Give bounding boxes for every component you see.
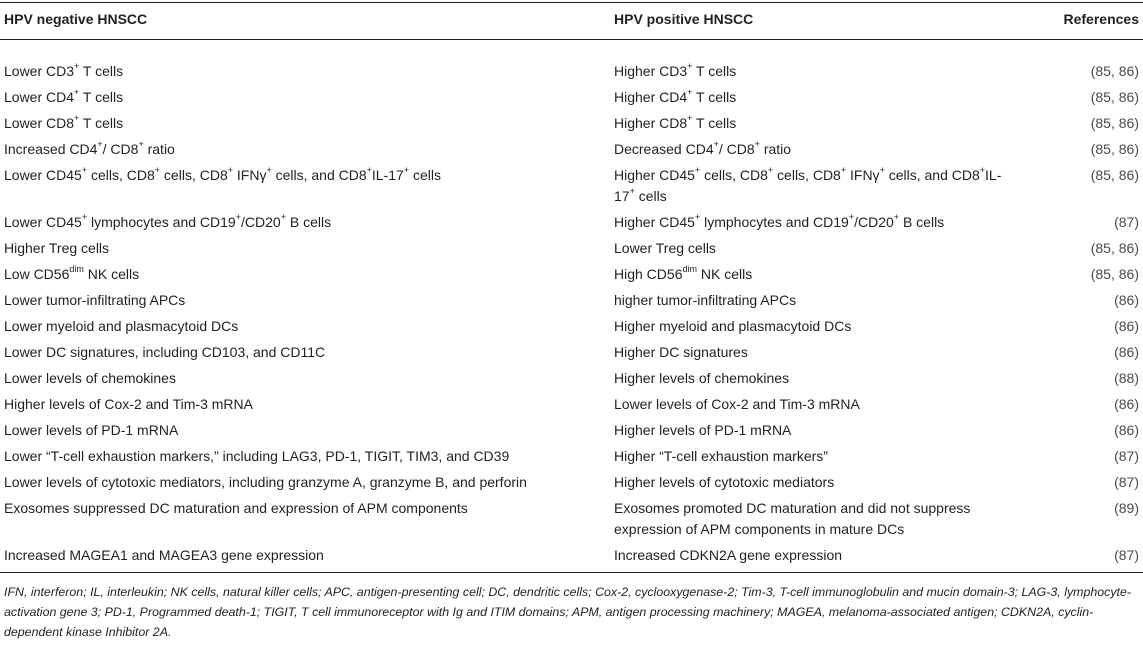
- reference-punct: ,: [1110, 89, 1119, 105]
- header-hpv-negative: HPV negative HNSCC: [4, 11, 148, 27]
- superscript: +: [227, 165, 233, 176]
- cell-text: Lower CD3: [4, 63, 75, 79]
- cell-text: T cells: [79, 63, 124, 79]
- superscript: +: [154, 165, 161, 176]
- reference-punct: (: [1114, 318, 1119, 334]
- reference-link[interactable]: 85: [1095, 167, 1111, 183]
- reference-link[interactable]: 86: [1118, 292, 1135, 308]
- cell-text: Lower CD45: [4, 214, 82, 230]
- reference-link[interactable]: 86: [1118, 63, 1135, 79]
- cell-hpv-negative: [0, 111, 610, 137]
- cell-text: Higher CD8: [614, 115, 688, 131]
- cell-text: IFNγ: [233, 167, 267, 183]
- reference-punct: (: [1090, 240, 1096, 256]
- superscript: +: [74, 87, 80, 98]
- superscript: dim: [682, 264, 697, 275]
- cell-text: higher tumor-infiltrating APCs: [614, 292, 797, 308]
- superscript: +: [81, 212, 88, 223]
- table-row: [0, 288, 1143, 314]
- cell-hpv-negative: [0, 163, 610, 210]
- cell-references: [1046, 392, 1143, 418]
- reference-link[interactable]: 86: [1118, 115, 1135, 131]
- reference-punct: (: [1114, 292, 1119, 308]
- reference-punct: (: [1114, 344, 1119, 360]
- reference-punct: ,: [1110, 141, 1119, 157]
- reference-punct: ,: [1110, 240, 1119, 256]
- cell-text: IL-17: [614, 167, 1002, 204]
- reference-punct: ): [1134, 370, 1139, 386]
- cell-text: Higher levels of Cox-2 and Tim-3 mRNA: [4, 396, 253, 412]
- header-row: [0, 3, 1143, 47]
- cell-text: / CD8: [718, 141, 755, 157]
- cell-text: cells: [409, 167, 442, 183]
- cell-references: [1046, 236, 1143, 262]
- cell-hpv-positive: [610, 47, 1046, 85]
- header-hpv-positive: HPV positive HNSCC: [614, 11, 754, 27]
- table-row: [0, 470, 1143, 496]
- superscript: +: [754, 139, 760, 150]
- reference-link[interactable]: 86: [1118, 266, 1135, 282]
- reference-punct: (: [1090, 63, 1096, 79]
- reference-punct: ,: [1110, 266, 1119, 282]
- reference-punct: ): [1134, 318, 1139, 334]
- cell-references: [1046, 366, 1143, 392]
- cell-text: Lower CD45: [4, 167, 82, 183]
- superscript: dim: [69, 264, 84, 275]
- cell-hpv-positive: [610, 262, 1046, 288]
- cell-text: NK cells: [697, 266, 753, 282]
- reference-link[interactable]: 89: [1118, 500, 1135, 516]
- reference-punct: ): [1134, 63, 1139, 79]
- cell-text: cells: [634, 188, 667, 204]
- cell-hpv-negative: [0, 444, 610, 470]
- superscript: +: [81, 165, 88, 176]
- cell-text: B cells: [285, 214, 332, 230]
- table-row: [0, 314, 1143, 340]
- cell-hpv-negative: [0, 543, 610, 569]
- cell-text: T cells: [692, 115, 737, 131]
- cell-text: B cells: [899, 214, 945, 230]
- table-row: [0, 496, 1143, 543]
- header-references: References: [1063, 11, 1139, 27]
- cell-references: [1046, 111, 1143, 137]
- cell-references: [1046, 47, 1143, 85]
- cell-text: lymphocytes and CD19: [87, 214, 236, 230]
- reference-punct: ): [1134, 474, 1139, 490]
- cell-text: / CD8: [102, 141, 139, 157]
- cell-references: [1046, 262, 1143, 288]
- table-row: [0, 392, 1143, 418]
- cell-text: cells, CD8: [160, 167, 228, 183]
- comparison-table: [0, 3, 1143, 569]
- reference-link[interactable]: 87: [1118, 547, 1135, 563]
- reference-link[interactable]: 88: [1118, 370, 1135, 386]
- superscript: +: [713, 139, 719, 150]
- cell-text: cells, CD8: [87, 167, 155, 183]
- table-row: [0, 418, 1143, 444]
- cell-hpv-negative: [0, 137, 610, 163]
- cell-text: Lower tumor-infiltrating APCs: [4, 292, 186, 308]
- reference-punct: (: [1114, 547, 1119, 563]
- cell-text: IFNγ: [846, 167, 880, 183]
- reference-punct: (: [1114, 396, 1119, 412]
- cell-hpv-negative: [0, 496, 610, 543]
- superscript: +: [74, 113, 80, 124]
- reference-punct: (: [1090, 266, 1096, 282]
- reference-link[interactable]: 86: [1118, 167, 1135, 183]
- reference-link[interactable]: 87: [1118, 448, 1135, 464]
- cell-text: Lower levels of chemokines: [4, 370, 176, 386]
- cell-text: IL-17: [371, 167, 404, 183]
- cell-text: Lower levels of PD-1 mRNA: [4, 422, 179, 438]
- cell-hpv-negative: [0, 262, 610, 288]
- table-row: [0, 137, 1143, 163]
- cell-hpv-positive: [610, 340, 1046, 366]
- table-body: [0, 47, 1143, 569]
- superscript: +: [767, 165, 774, 176]
- cell-text: Higher Treg cells: [4, 240, 110, 256]
- cell-text: Higher CD45: [614, 167, 695, 183]
- superscript: +: [694, 165, 701, 176]
- table-row: [0, 47, 1143, 85]
- cell-references: [1046, 85, 1143, 111]
- cell-hpv-positive: [610, 418, 1046, 444]
- cell-references: [1046, 137, 1143, 163]
- reference-link[interactable]: 86: [1118, 240, 1135, 256]
- cell-text: ratio: [143, 141, 175, 157]
- bottom-rule: [0, 572, 1143, 573]
- superscript: +: [979, 165, 986, 176]
- reference-punct: (: [1114, 422, 1119, 438]
- cell-text: Lower DC signatures, including CD103, and CD11C: [4, 344, 326, 360]
- cell-text: cells, and CD8: [271, 167, 367, 183]
- reference-link[interactable]: 86: [1118, 89, 1135, 105]
- cell-hpv-positive: [610, 496, 1046, 543]
- superscript: +: [280, 212, 286, 223]
- reference-link[interactable]: 85: [1095, 89, 1111, 105]
- superscript: +: [893, 212, 900, 223]
- reference-link[interactable]: 85: [1095, 63, 1111, 79]
- superscript: +: [687, 113, 693, 124]
- cell-text: Low CD56: [4, 266, 70, 282]
- reference-link[interactable]: 86: [1118, 141, 1135, 157]
- cell-text: Lower myeloid and plasmacytoid DCs: [4, 318, 239, 334]
- reference-punct: ): [1134, 89, 1139, 105]
- reference-punct: (: [1090, 115, 1096, 131]
- reference-punct: (: [1090, 89, 1096, 105]
- superscript: +: [403, 165, 410, 176]
- table-row: [0, 163, 1143, 210]
- cell-text: T cells: [79, 115, 124, 131]
- cell-text: Lower CD8: [4, 115, 75, 131]
- table-row: [0, 444, 1143, 470]
- cell-hpv-positive: [610, 137, 1046, 163]
- cell-references: [1046, 418, 1143, 444]
- cell-text: Higher DC signatures: [614, 344, 748, 360]
- cell-hpv-positive: [610, 314, 1046, 340]
- reference-punct: ): [1134, 266, 1139, 282]
- reference-punct: ): [1134, 422, 1139, 438]
- cell-references: [1046, 288, 1143, 314]
- cell-text: T cells: [692, 63, 737, 79]
- cell-text: Lower levels of Cox-2 and Tim-3 mRNA: [614, 396, 860, 412]
- table-row: [0, 366, 1143, 392]
- table-row: [0, 85, 1143, 111]
- cell-text: High CD56: [614, 266, 683, 282]
- reference-punct: (: [1114, 474, 1119, 490]
- cell-text: cells, CD8: [773, 167, 841, 183]
- cell-text: T cells: [79, 89, 124, 105]
- cell-references: [1046, 340, 1143, 366]
- reference-link[interactable]: 85: [1095, 141, 1111, 157]
- superscript: +: [848, 212, 855, 223]
- cell-references: [1046, 210, 1143, 236]
- table-row: [0, 262, 1143, 288]
- reference-punct: ): [1134, 167, 1139, 183]
- superscript: +: [879, 165, 885, 176]
- cell-text: /CD20: [241, 214, 281, 230]
- cell-hpv-positive: [610, 366, 1046, 392]
- cell-text: Increased MAGEA1 and MAGEA3 gene expression: [4, 547, 324, 563]
- reference-punct: ): [1134, 344, 1139, 360]
- reference-punct: ): [1134, 141, 1139, 157]
- cell-hpv-negative: [0, 236, 610, 262]
- cell-hpv-negative: [0, 340, 610, 366]
- reference-punct: ): [1134, 240, 1139, 256]
- cell-hpv-negative: [0, 418, 610, 444]
- reference-punct: (: [1090, 141, 1096, 157]
- cell-hpv-negative: [0, 288, 610, 314]
- cell-text: T cells: [692, 89, 737, 105]
- superscript: +: [694, 212, 701, 223]
- cell-text: Higher CD3: [614, 63, 688, 79]
- cell-hpv-positive: [610, 392, 1046, 418]
- superscript: +: [629, 186, 635, 197]
- reference-link[interactable]: 85: [1095, 240, 1111, 256]
- reference-link[interactable]: 86: [1118, 318, 1135, 334]
- reference-punct: ,: [1110, 63, 1119, 79]
- reference-punct: ): [1134, 214, 1139, 230]
- cell-text: Lower “T-cell exhaustion markers,” including LAG3, PD-1, TIGIT, TIM3, and CD39: [4, 448, 510, 464]
- reference-punct: ): [1134, 547, 1139, 563]
- cell-references: [1046, 543, 1143, 569]
- reference-link[interactable]: 85: [1095, 266, 1111, 282]
- reference-link[interactable]: 86: [1118, 422, 1135, 438]
- table-row: [0, 111, 1143, 137]
- reference-link[interactable]: 87: [1118, 214, 1135, 230]
- cell-text: Higher “T-cell exhaustion markers”: [614, 448, 828, 464]
- cell-text: cells, and CD8: [884, 167, 980, 183]
- cell-text: Higher levels of chemokines: [614, 370, 790, 386]
- cell-hpv-positive: [610, 470, 1046, 496]
- cell-hpv-positive: [610, 444, 1046, 470]
- superscript: +: [138, 139, 144, 150]
- reference-link[interactable]: 86: [1118, 344, 1135, 360]
- superscript: +: [840, 165, 847, 176]
- cell-text: Higher CD45: [614, 214, 695, 230]
- reference-punct: (: [1114, 500, 1119, 516]
- superscript: +: [235, 212, 241, 223]
- cell-hpv-negative: [0, 470, 610, 496]
- reference-punct: ): [1134, 500, 1139, 516]
- cell-text: ratio: [759, 141, 792, 157]
- table-footnote: IFN, interferon; IL, interleukin; NK cells, natural killer cells; APC, antigen-presenting cell; DC, dendritic cells; Cox-2, cyclooxygenase-2; Tim-3, T-cell immunoglobulin and mucin domain-3; LAG-3, lymphocyte-activation gene 3; PD-1, Programmed death-1; TIGIT, T cell immunoreceptor with Ig and ITIM domains; APM, antigen processing machinery; MAGEA, melanoma-associated antigen; CDKN2A, cyclin-dependent kinase Inhibitor 2A.: [4, 585, 1131, 639]
- cell-hpv-positive: [610, 236, 1046, 262]
- cell-text: Lower Treg cells: [614, 240, 716, 256]
- cell-references: [1046, 470, 1143, 496]
- cell-text: lymphocytes and CD19: [700, 214, 849, 230]
- superscript: +: [366, 165, 372, 176]
- cell-hpv-positive: [610, 85, 1046, 111]
- cell-text: Lower CD4: [4, 89, 75, 105]
- cell-text: Exosomes promoted DC maturation and did not suppress expression of APM components in mature DCs: [614, 500, 971, 537]
- cell-text: Increased CD4: [4, 141, 98, 157]
- reference-link[interactable]: 87: [1118, 474, 1135, 490]
- reference-punct: (: [1114, 448, 1119, 464]
- cell-hpv-positive: [610, 163, 1046, 210]
- cell-hpv-negative: [0, 210, 610, 236]
- superscript: +: [74, 61, 80, 72]
- cell-hpv-positive: [610, 288, 1046, 314]
- reference-punct: ): [1134, 448, 1139, 464]
- cell-text: /CD20: [854, 214, 894, 230]
- cell-text: Lower levels of cytotoxic mediators, including granzyme A, granzyme B, and perforin: [4, 474, 527, 490]
- cell-text: Higher levels of cytotoxic mediators: [614, 474, 835, 490]
- superscript: +: [687, 61, 693, 72]
- cell-text: Decreased CD4: [614, 141, 714, 157]
- reference-link[interactable]: 86: [1118, 396, 1135, 412]
- cell-hpv-positive: [610, 210, 1046, 236]
- reference-link[interactable]: 85: [1095, 115, 1111, 131]
- table-row: [0, 236, 1143, 262]
- superscript: +: [687, 87, 693, 98]
- reference-punct: ): [1134, 115, 1139, 131]
- table-row: [0, 340, 1143, 366]
- cell-hpv-positive: [610, 543, 1046, 569]
- reference-punct: ): [1134, 292, 1139, 308]
- cell-references: [1046, 496, 1143, 543]
- reference-punct: (: [1114, 214, 1119, 230]
- cell-text: cells, CD8: [700, 167, 768, 183]
- reference-punct: (: [1114, 370, 1119, 386]
- cell-references: [1046, 444, 1143, 470]
- reference-punct: ,: [1110, 115, 1119, 131]
- cell-hpv-positive: [610, 111, 1046, 137]
- reference-punct: ,: [1110, 167, 1119, 183]
- cell-hpv-negative: [0, 366, 610, 392]
- cell-text: Higher myeloid and plasmacytoid DCs: [614, 318, 852, 334]
- superscript: +: [97, 139, 103, 150]
- cell-hpv-negative: [0, 314, 610, 340]
- table-row: [0, 210, 1143, 236]
- reference-punct: ): [1134, 396, 1139, 412]
- cell-references: [1046, 314, 1143, 340]
- cell-hpv-negative: [0, 85, 610, 111]
- superscript: +: [266, 165, 272, 176]
- cell-hpv-negative: [0, 47, 610, 85]
- cell-text: Higher levels of PD-1 mRNA: [614, 422, 792, 438]
- cell-hpv-negative: [0, 392, 610, 418]
- cell-text: Higher CD4: [614, 89, 688, 105]
- cell-text: NK cells: [83, 266, 140, 282]
- cell-references: [1046, 163, 1143, 210]
- cell-text: Increased CDKN2A gene expression: [614, 547, 843, 563]
- table-row: [0, 543, 1143, 569]
- cell-text: Exosomes suppressed DC maturation and expression of APM components: [4, 500, 468, 516]
- reference-punct: (: [1090, 167, 1096, 183]
